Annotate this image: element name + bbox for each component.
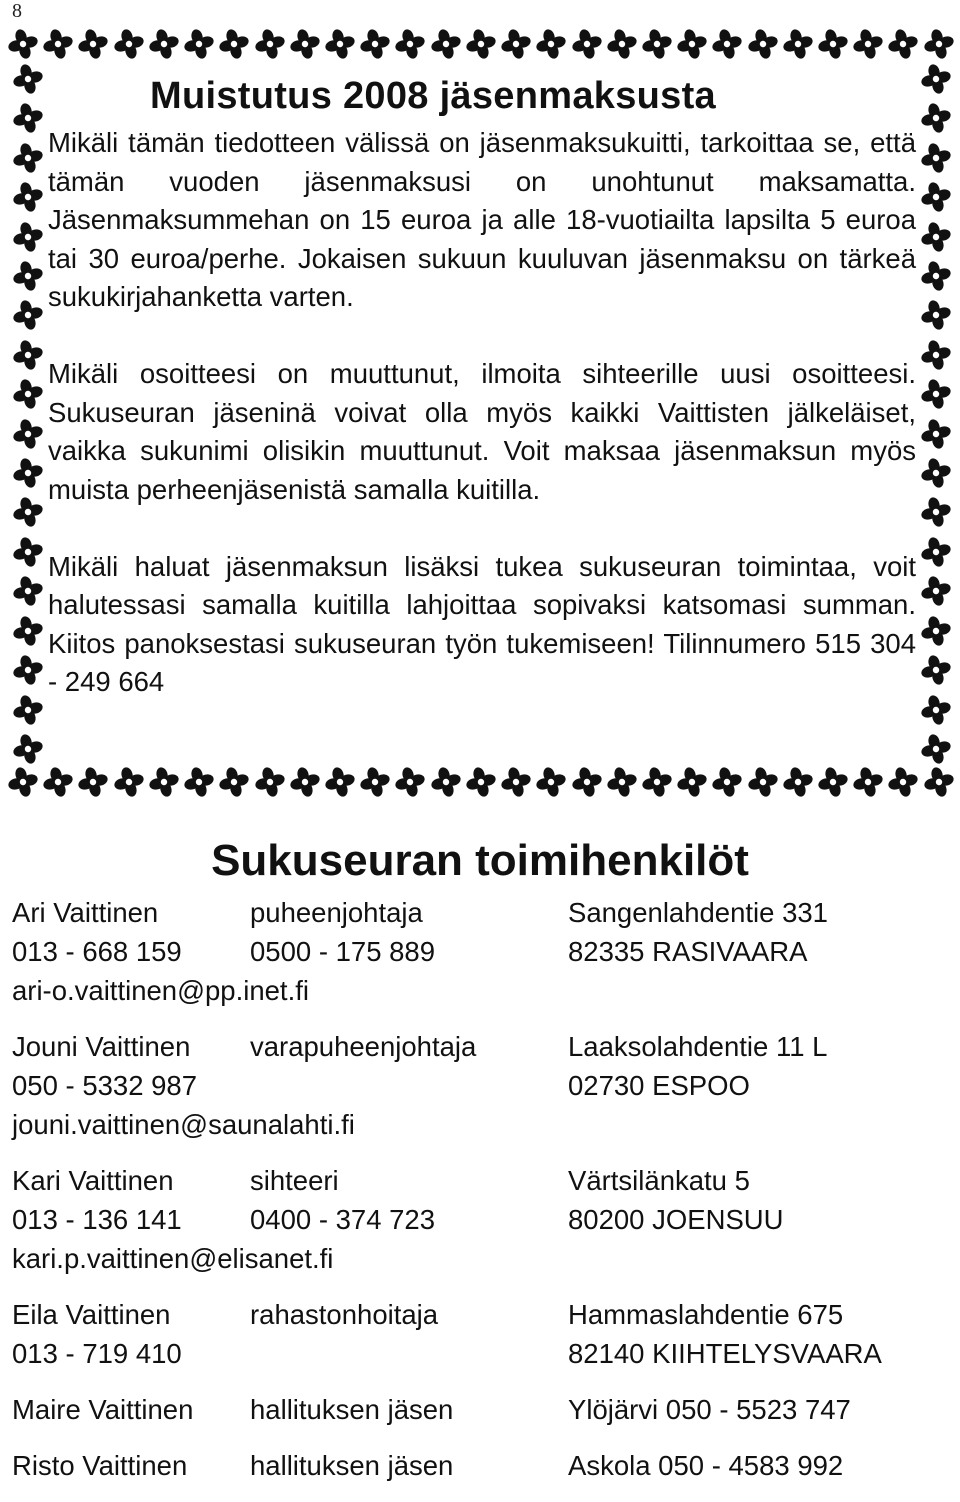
flower-icon <box>642 29 672 59</box>
official-name: Ari Vaittinen <box>12 897 159 928</box>
flower-icon <box>748 767 778 797</box>
flower-icon <box>921 616 951 646</box>
flower-icon <box>921 419 951 449</box>
flower-icon <box>13 655 43 685</box>
flower-icon <box>13 497 43 527</box>
official-contact: Askola 050 - 4583 992 <box>568 1450 844 1481</box>
official-role: puheenjohtaja <box>250 897 423 928</box>
flower-icon <box>395 29 425 59</box>
flower-icon <box>13 537 43 567</box>
official-entry <box>12 1446 957 1485</box>
official-entry <box>12 1390 957 1429</box>
flower-icon <box>924 767 954 797</box>
flower-icon <box>290 767 320 797</box>
official-role: hallituksen jäsen <box>250 1450 454 1481</box>
flower-icon <box>13 222 43 252</box>
flower-icon <box>8 767 38 797</box>
flower-icon <box>818 767 848 797</box>
flower-icon <box>921 340 951 370</box>
official-name: Jouni Vaittinen <box>12 1031 191 1062</box>
flower-icon <box>536 29 566 59</box>
bottom-flower-border <box>8 762 954 802</box>
flower-icon <box>13 576 43 606</box>
flower-icon <box>466 29 496 59</box>
notice-paragraph-2: Mikäli osoitteesi on muuttunut, ilmoita sihteerille uusi osoitteesi. Sukuseuran jäseninä voivat olla myös kaikki Vaittisten jälkeläiset, vaikka sukunimi olisikin muuttunut. Voit maksaa jäsenmaksun myös muista perheenjäsenistä samalla kuitilla. <box>48 358 916 505</box>
flower-icon <box>921 576 951 606</box>
flower-icon <box>149 767 179 797</box>
official-name: Kari Vaittinen <box>12 1165 174 1196</box>
official-contact: Ylöjärvi 050 - 5523 747 <box>568 1394 851 1425</box>
flower-icon <box>536 767 566 797</box>
official-street: Hammaslahdentie 675 <box>568 1299 844 1330</box>
flower-icon <box>921 655 951 685</box>
flower-icon <box>219 29 249 59</box>
official-city: 80200 JOENSUU <box>568 1204 784 1235</box>
flower-icon <box>783 29 813 59</box>
official-email: jouni.vaittinen@saunalahti.fi <box>12 1109 355 1140</box>
flower-icon <box>924 29 954 59</box>
official-entry <box>12 1295 957 1373</box>
notice-paragraph-3: Mikäli haluat jäsenmaksun lisäksi tukea sukuseuran toimintaa, voit halutessasi samalla kuitilla lahjoittaa sopivaksi katsomasi summan. Kiitos panoksestasi sukuseuran työn tukemiseen! Tilinnumero 515 304 - 249 664 <box>48 550 916 697</box>
flower-icon <box>13 340 43 370</box>
flower-icon <box>13 419 43 449</box>
flower-icon <box>290 29 320 59</box>
flower-icon <box>78 767 108 797</box>
flower-icon <box>921 734 951 764</box>
official-city: 82335 RASIVAARA <box>568 936 808 967</box>
flower-icon <box>712 29 742 59</box>
flower-icon <box>78 29 108 59</box>
flower-icon <box>921 537 951 567</box>
official-role: sihteeri <box>250 1165 339 1196</box>
flower-icon <box>13 143 43 173</box>
flower-icon <box>325 29 355 59</box>
flower-icon <box>818 29 848 59</box>
flower-icon <box>921 458 951 488</box>
flower-icon <box>184 29 214 59</box>
official-entry <box>12 893 957 1010</box>
top-flower-border <box>8 24 954 64</box>
official-phone: 013 - 719 410 <box>12 1338 182 1369</box>
flower-icon <box>921 222 951 252</box>
flower-icon <box>921 143 951 173</box>
officials-title-text: Sukuseuran toimihenkilöt <box>211 836 749 885</box>
flower-icon <box>677 29 707 59</box>
flower-icon <box>921 695 951 725</box>
flower-icon <box>325 767 355 797</box>
flower-icon <box>783 767 813 797</box>
flower-icon <box>13 458 43 488</box>
official-entry <box>12 1027 957 1144</box>
official-phone: 013 - 668 159 <box>12 936 182 967</box>
page-number: 8 <box>12 0 22 22</box>
flower-icon <box>572 29 602 59</box>
flower-icon <box>395 767 425 797</box>
flower-icon <box>13 182 43 212</box>
flower-icon <box>13 695 43 725</box>
flower-icon <box>13 734 43 764</box>
official-street: Laaksolahdentie 11 L <box>568 1031 828 1062</box>
flower-icon <box>149 29 179 59</box>
official-email: kari.p.vaittinen@elisanet.fi <box>12 1243 334 1274</box>
flower-icon <box>184 767 214 797</box>
flower-icon <box>43 767 73 797</box>
official-entry <box>12 1161 957 1278</box>
left-flower-border <box>10 64 46 764</box>
flower-icon <box>13 300 43 330</box>
flower-icon <box>921 103 951 133</box>
flower-icon <box>572 767 602 797</box>
flower-icon <box>360 767 390 797</box>
notice-body <box>48 124 916 702</box>
officials-title <box>0 836 960 886</box>
flower-icon <box>642 767 672 797</box>
flower-icon <box>8 29 38 59</box>
flower-icon <box>43 29 73 59</box>
flower-icon <box>431 767 461 797</box>
official-mobile: 0400 - 374 723 <box>250 1204 436 1235</box>
flower-icon <box>466 767 496 797</box>
flower-icon <box>888 29 918 59</box>
flower-icon <box>13 616 43 646</box>
flower-icon <box>921 300 951 330</box>
flower-icon <box>13 261 43 291</box>
flower-icon <box>501 29 531 59</box>
official-phone: 013 - 136 141 <box>12 1204 182 1235</box>
flower-icon <box>921 497 951 527</box>
official-role: varapuheenjohtaja <box>250 1031 477 1062</box>
official-role: hallituksen jäsen <box>250 1394 454 1425</box>
flower-icon <box>255 767 285 797</box>
official-city: 02730 ESPOO <box>568 1070 750 1101</box>
notice-paragraph-1: Mikäli tämän tiedotteen välissä on jäsenmaksukuitti, tarkoittaa se, että tämän vuoden jäsenmaksusi on unohtunut maksamatta. Jäsenmaksummehan on 15 euroa ja alle 18-vuotiailta lapsilta 5 euroa tai 30 euroa/perhe. Jokaisen sukuun kuuluvan jäsenmaksu on tärkeä sukukirjahanketta varten. <box>48 127 916 312</box>
flower-icon <box>219 767 249 797</box>
flower-icon <box>712 767 742 797</box>
official-phone: 050 - 5332 987 <box>12 1070 198 1101</box>
flower-icon <box>501 767 531 797</box>
flower-icon <box>921 182 951 212</box>
flower-icon <box>921 64 951 94</box>
notice-title: Muistutus 2008 jäsenmaksusta <box>150 75 716 117</box>
official-email: ari-o.vaittinen@pp.inet.fi <box>12 975 309 1006</box>
flower-icon <box>13 64 43 94</box>
flower-icon <box>431 29 461 59</box>
flower-icon <box>13 379 43 409</box>
flower-icon <box>255 29 285 59</box>
official-mobile: 0500 - 175 889 <box>250 936 436 967</box>
flower-icon <box>921 261 951 291</box>
flower-icon <box>921 379 951 409</box>
flower-icon <box>888 767 918 797</box>
flower-icon <box>13 103 43 133</box>
flower-icon <box>853 29 883 59</box>
flower-icon <box>853 767 883 797</box>
official-street: Värtsilänkatu 5 <box>568 1165 750 1196</box>
flower-icon <box>607 767 637 797</box>
official-street: Sangenlahdentie 331 <box>568 897 828 928</box>
officials-list <box>12 893 957 1502</box>
official-name: Eila Vaittinen <box>12 1299 171 1330</box>
flower-icon <box>748 29 778 59</box>
flower-icon <box>607 29 637 59</box>
official-city: 82140 KIIHTELYSVAARA <box>568 1338 882 1369</box>
flower-icon <box>360 29 390 59</box>
flower-icon <box>114 767 144 797</box>
official-name: Maire Vaittinen <box>12 1394 194 1425</box>
flower-icon <box>677 767 707 797</box>
official-role: rahastonhoitaja <box>250 1299 439 1330</box>
right-flower-border <box>918 64 954 764</box>
flower-icon <box>114 29 144 59</box>
official-name: Risto Vaittinen <box>12 1450 188 1481</box>
